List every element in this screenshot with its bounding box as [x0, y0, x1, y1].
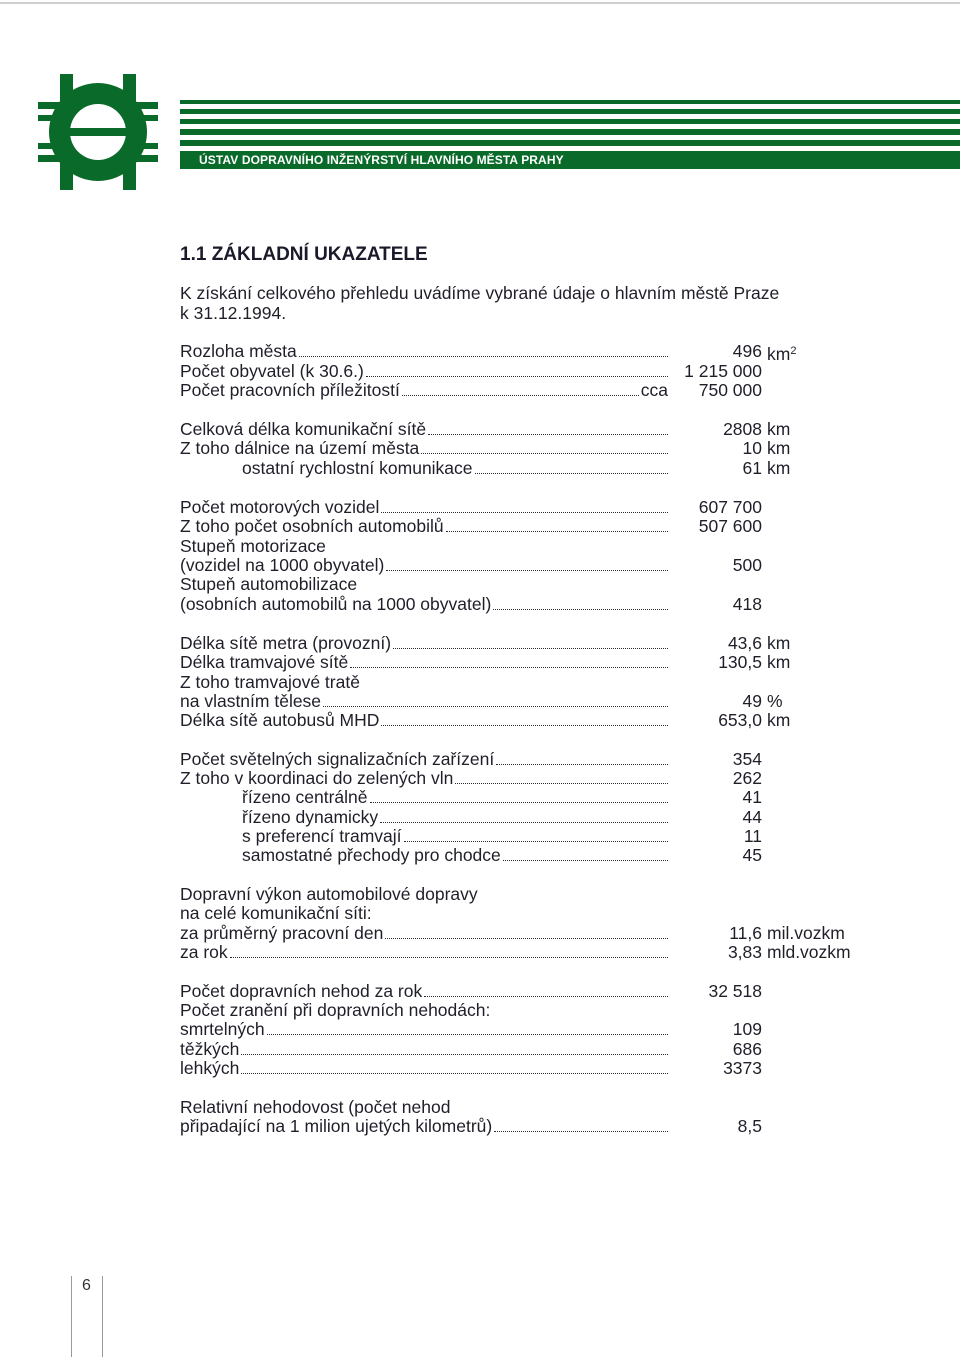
indicator-label: Rozloha města: [180, 342, 297, 361]
indicator-value: 11,6: [729, 923, 762, 943]
indicator-value: 11: [743, 826, 762, 846]
indicator-unit: [767, 653, 790, 673]
indicator-unit: [767, 711, 790, 731]
indicator-label: na vlastním tělese: [180, 692, 322, 711]
indicator-label: na celé komunikační síti:: [180, 904, 372, 923]
indicator-label: těžkých: [180, 1040, 240, 1059]
unit-text: km: [767, 419, 791, 439]
indicator-label: Počet motorových vozidel: [180, 498, 380, 517]
intro-line-1: K získání celkového přehledu uvádíme vybrané údaje o hlavním městě Praze: [180, 283, 780, 303]
indicator-unit: [767, 924, 845, 944]
indicator-label: Celková délka komunikační sítě: [180, 420, 427, 439]
indicator-value: 418: [732, 594, 762, 614]
indicator-unit: [767, 692, 783, 712]
unit-text: mil.vozkm: [767, 923, 845, 943]
indicator-unit: [767, 459, 790, 479]
indicator-label: Délka tramvajové sítě: [180, 653, 349, 672]
indicator-label: za průměrný pracovní den: [180, 924, 384, 943]
indicator-unit: [767, 634, 790, 654]
indicator-label: s preferencí tramvají: [242, 827, 402, 846]
section-title: 1.1 ZÁKLADNÍ UKAZATELE: [180, 244, 428, 265]
indicator-value: 3,83: [727, 942, 762, 962]
unit-text: km: [767, 652, 791, 672]
indicator-unit: [767, 439, 790, 459]
top-edge-rule: [0, 2, 960, 4]
indicator-label: Z toho tramvajové tratě: [180, 673, 360, 692]
indicator-value: 43,6: [727, 633, 762, 653]
indicator-value: 130,5: [718, 652, 762, 672]
indicator-value: 686: [732, 1039, 762, 1059]
indicator-value: 262: [732, 768, 762, 788]
indicator-label: smrtelných: [180, 1020, 265, 1039]
unit-text: km: [767, 438, 791, 458]
indicator-label: Počet obyvatel (k 30.6.): [180, 362, 364, 381]
unit-text: km: [767, 458, 791, 478]
unit-text: %: [767, 691, 783, 711]
indicator-label: řízeno dynamicky: [242, 808, 379, 827]
page-number: 6: [82, 1277, 91, 1294]
indicator-value: 500: [732, 555, 762, 575]
indicator-label: Z toho v koordinaci do zelených vln: [180, 769, 454, 788]
indicator-value: 49: [742, 691, 762, 711]
indicator-label: (vozidel na 1000 obyvatel): [180, 556, 385, 575]
indicator-value: 496: [732, 341, 762, 361]
indicator-value: 61: [742, 458, 762, 478]
indicator-label: Délka sítě metra (provozní): [180, 634, 392, 653]
indicator-label: Počet zranění při dopravních nehodách:: [180, 1001, 491, 1020]
indicator-value: 41: [742, 787, 762, 807]
indicator-value: 653,0: [718, 710, 762, 730]
indicator-label: lehkých: [180, 1059, 240, 1078]
indicator-value: 354: [732, 749, 762, 769]
indicator-value: 8,5: [737, 1116, 762, 1136]
indicator-unit: [767, 943, 851, 963]
intro-line-2: k 31.12.1994.: [180, 302, 287, 323]
indicator-unit: [767, 342, 796, 365]
indicator-unit: [767, 420, 790, 440]
indicator-label: Dopravní výkon automobilové dopravy: [180, 885, 478, 904]
indicator-label: Z toho počet osobních automobilů: [180, 517, 444, 536]
indicator-label: Počet světelných signalizačních zařízení: [180, 750, 495, 769]
indicator-value: 1 215 000: [684, 361, 762, 381]
indicator-label: Stupeň motorizace: [180, 537, 326, 556]
indicator-label: samostatné přechody pro chodce: [242, 846, 501, 865]
indicator-label: Délka sítě autobusů MHD: [180, 711, 380, 730]
unit-text: km: [767, 710, 791, 730]
unit-text: km: [767, 633, 791, 653]
indicator-value: 10: [742, 438, 762, 458]
indicator-label: za rok: [180, 943, 228, 962]
indicator-label: Relativní nehodovost (počet nehod: [180, 1098, 451, 1117]
indicator-value: 3373: [723, 1058, 762, 1078]
indicator-qualifier: cca: [640, 381, 668, 400]
indicator-value: 44: [742, 807, 762, 827]
indicator-label: Z toho dálnice na území města: [180, 439, 420, 458]
indicator-value: 507 600: [698, 516, 762, 536]
udi-logo-icon: [38, 70, 158, 194]
indicator-label: připadající na 1 milion ujetých kilometrů): [180, 1117, 493, 1136]
indicator-value: 750 000: [698, 380, 762, 400]
section-intro: [180, 284, 880, 323]
indicator-value: 32 518: [708, 981, 762, 1001]
indicator-value: 2808: [723, 419, 762, 439]
institute-band: [180, 151, 960, 169]
indicator-label: (osobních automobilů na 1000 obyvatel): [180, 595, 492, 614]
unit-text: km: [767, 344, 791, 364]
indicator-label: Počet pracovních příležitostí: [180, 381, 400, 400]
unit-superscript: 2: [790, 345, 797, 357]
indicator-label: Stupeň automobilizace: [180, 575, 358, 594]
institute-name: ÚSTAV DOPRAVNÍHO INŽENÝRSTVÍ HLAVNÍHO MĚSTA PRAHY: [199, 153, 564, 167]
indicator-label: řízeno centrálně: [242, 788, 368, 807]
indicator-value: 607 700: [698, 497, 762, 517]
indicator-value: 109: [732, 1019, 762, 1039]
indicator-value: 45: [742, 845, 762, 865]
indicator-label: ostatní rychlostní komunikace: [242, 459, 473, 478]
unit-text: mld.vozkm: [767, 942, 851, 962]
indicator-label: Počet dopravních nehod za rok: [180, 982, 423, 1001]
